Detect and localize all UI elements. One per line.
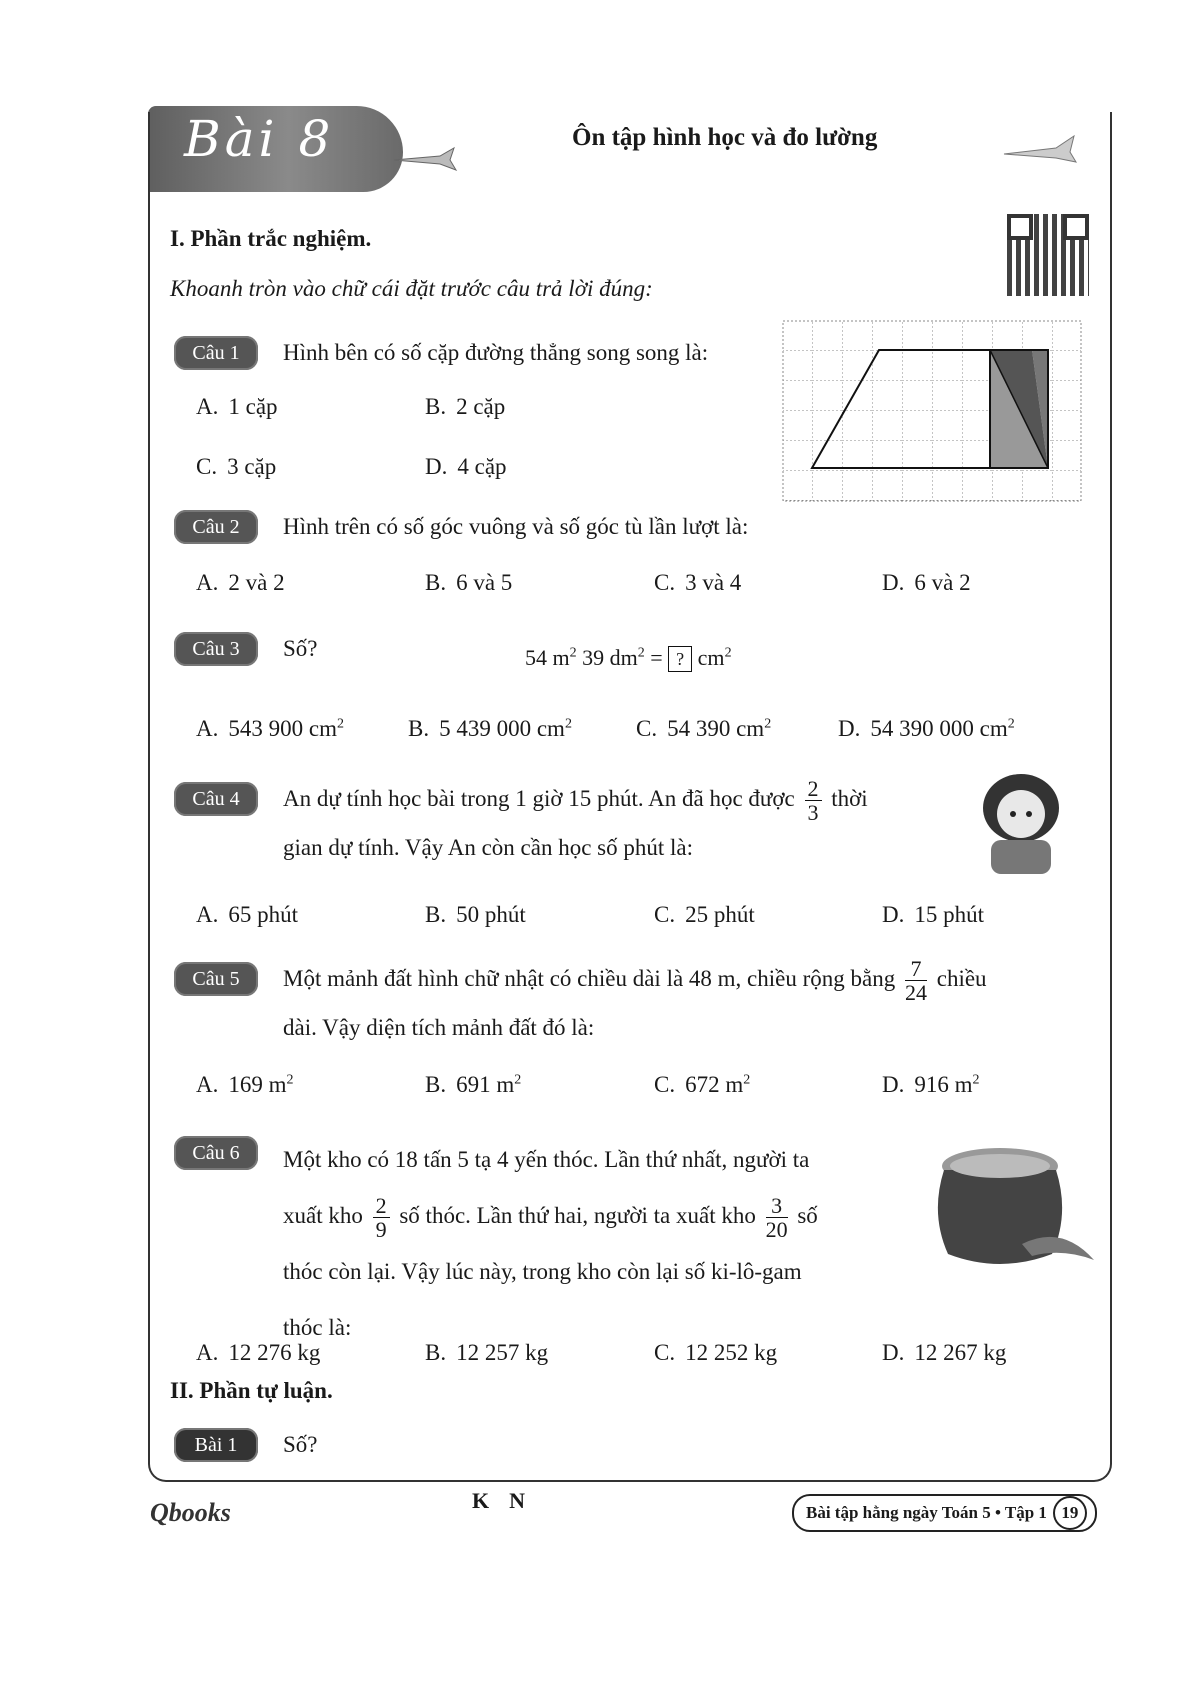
section1-heading: I. Phần trắc nghiệm.: [170, 226, 372, 251]
option-c[interactable]: C. 54 390 $cm^2$: [636, 716, 772, 741]
text-part: Một mảnh đất hình chữ nhật có chiều dài là 48 m, chiều rộng bằng: [283, 966, 896, 991]
qr-code-icon: [1007, 214, 1089, 296]
question-tag: Câu 4: [174, 782, 258, 816]
option-value: 4 cặp: [457, 454, 507, 479]
text-part: gian dự tính. Vậy An còn cần học số phút là:: [283, 835, 694, 861]
option-b[interactable]: [425, 902, 526, 928]
option-c[interactable]: C. 672 $m^2$: [654, 1072, 751, 1097]
option-value: 3 cặp: [227, 454, 277, 479]
instruction: Khoanh tròn vào chữ cái đặt trước câu trả lời đúng:: [170, 276, 653, 301]
option-letter: C.: [654, 570, 676, 595]
option-value: 6 và 2: [914, 570, 971, 595]
option-letter: B.: [408, 716, 430, 741]
option-letter: C.: [654, 902, 676, 927]
option-letter: B.: [425, 1072, 447, 1097]
fraction-denominator: 9: [375, 1217, 387, 1243]
question-tag: Câu 2: [174, 510, 258, 544]
option-value: 543 900 cm: [228, 716, 337, 741]
question-text: Số?: [283, 636, 318, 661]
fraction-denominator: 24: [904, 980, 927, 1006]
option-b[interactable]: [425, 1340, 548, 1366]
option-value: 12 276 kg: [228, 1340, 321, 1365]
fraction-numerator: 2: [805, 777, 822, 801]
option-a[interactable]: [196, 1340, 320, 1366]
option-c[interactable]: [196, 454, 276, 480]
page-number: 19: [1053, 1496, 1087, 1530]
option-a[interactable]: [196, 394, 278, 420]
option-c[interactable]: [654, 902, 755, 928]
text-part: số: [797, 1203, 818, 1228]
question-text: Hình trên có số góc vuông và số góc tù lần lượt là:: [283, 514, 749, 539]
option-d[interactable]: [882, 570, 971, 596]
option-value: 2 và 2: [228, 570, 285, 595]
option-value: 691 m: [456, 1072, 515, 1097]
option-letter: B.: [425, 1340, 447, 1365]
equation: 54 $m^2$ 39 $dm^2$ = ? $cm^2$: [525, 645, 732, 670]
option-d[interactable]: [882, 902, 984, 928]
option-letter: A.: [196, 1340, 219, 1365]
fraction: [766, 1194, 788, 1241]
rice-sack-illustration: [922, 1144, 1096, 1274]
question-text: Hình bên có số cặp đường thẳng song song là:: [283, 340, 709, 365]
option-d[interactable]: [425, 454, 507, 480]
option-a[interactable]: [196, 902, 298, 928]
option-value: 12 252 kg: [685, 1340, 778, 1365]
option-a[interactable]: A. 169 $m^2$: [196, 1072, 294, 1097]
question-text: [283, 775, 868, 872]
fraction: [373, 1194, 390, 1241]
option-a[interactable]: A. 543 900 $cm^2$: [196, 716, 344, 741]
option-b[interactable]: [425, 394, 505, 420]
text-part: chiều: [936, 966, 987, 991]
exercise-text: Số?: [283, 1432, 318, 1457]
option-letter: D.: [882, 1072, 905, 1097]
option-letter: D.: [882, 1340, 905, 1365]
question-tag: Câu 3: [174, 632, 258, 666]
lesson-label: Bài 8: [184, 110, 335, 168]
option-b[interactable]: B. 691 $m^2$: [425, 1072, 522, 1097]
fraction-numerator: 7: [905, 957, 927, 981]
option-value: 672 m: [685, 1072, 744, 1097]
option-letter: D.: [882, 902, 905, 927]
option-value: 50 phút: [456, 902, 526, 927]
equation-right: cm: [697, 645, 725, 670]
option-value: 6 và 5: [456, 570, 513, 595]
option-value: 5 439 000 cm: [439, 716, 565, 741]
girl-illustration: [966, 770, 1076, 880]
option-value: 1 cặp: [228, 394, 278, 419]
lesson-title: Ôn tập hình học và đo lường: [572, 124, 878, 151]
option-letter: C.: [654, 1072, 676, 1097]
option-d[interactable]: D. 54 390 000 $cm^2$: [838, 716, 1015, 741]
option-d[interactable]: [882, 1340, 1006, 1366]
exercise-tag: Bài 1: [174, 1428, 258, 1462]
option-value: 2 cặp: [456, 394, 506, 419]
option-letter: A.: [196, 716, 219, 741]
option-letter: D.: [425, 454, 448, 479]
question-tag: Câu 1: [174, 336, 258, 370]
text-part: thóc là:: [283, 1315, 352, 1340]
answer-box[interactable]: ?: [668, 646, 692, 672]
section2-heading: II. Phần tự luận.: [170, 1378, 333, 1403]
fraction-denominator: 20: [765, 1217, 788, 1243]
option-value: 12 257 kg: [456, 1340, 549, 1365]
fraction-denominator: 3: [807, 800, 819, 826]
option-letter: D.: [838, 716, 861, 741]
option-letter: B.: [425, 394, 447, 419]
fraction-numerator: 2: [373, 1194, 390, 1218]
book-label: [792, 1494, 1097, 1532]
option-letter: A.: [196, 570, 219, 595]
option-value: 65 phút: [228, 902, 299, 927]
option-a[interactable]: [196, 570, 285, 596]
option-value: 169 m: [228, 1072, 287, 1097]
book-title: Bài tập hằng ngày Toán 5 • Tập 1: [806, 1503, 1047, 1522]
option-b[interactable]: [425, 570, 512, 596]
text-part: An dự tính học bài trong 1 giờ 15 phút. An đã học được: [283, 786, 795, 811]
text-part: dài. Vậy diện tích mảnh đất đó là:: [283, 1015, 595, 1041]
option-value: 25 phút: [685, 902, 755, 927]
option-value: 54 390 000 cm: [870, 716, 1008, 741]
fraction: [905, 957, 927, 1004]
option-b[interactable]: B. 5 439 000 $cm^2$: [408, 716, 572, 741]
option-value: 12 267 kg: [914, 1340, 1007, 1365]
option-value: 916 m: [914, 1072, 973, 1097]
option-letter: C.: [654, 1340, 676, 1365]
option-letter: C.: [636, 716, 658, 741]
option-letter: A.: [196, 394, 219, 419]
option-c[interactable]: [654, 1340, 777, 1366]
text-part: số thóc. Lần thứ hai, người ta xuất kho: [399, 1203, 756, 1228]
equation-mid: 39 dm: [582, 645, 638, 670]
option-c[interactable]: [654, 570, 741, 596]
option-letter: B.: [425, 570, 447, 595]
text-part: thóc còn lại. Vậy lúc này, trong kho còn lại số ki-lô-gam: [283, 1259, 802, 1284]
grid-figure: [782, 320, 1082, 502]
question-tag: Câu 6: [174, 1136, 258, 1170]
question-text: [283, 955, 987, 1052]
option-value: 3 và 4: [685, 570, 742, 595]
option-letter: C.: [196, 454, 218, 479]
publisher-logo: Qbooks: [150, 1498, 231, 1527]
option-letter: D.: [882, 570, 905, 595]
option-d[interactable]: D. 916 $m^2$: [882, 1072, 980, 1097]
equation-left: 54 m: [525, 645, 570, 670]
option-letter: A.: [196, 902, 219, 927]
fraction-numerator: 3: [766, 1194, 788, 1218]
option-letter: A.: [196, 1072, 219, 1097]
option-value: 15 phút: [914, 902, 985, 927]
text-part: xuất kho: [283, 1203, 363, 1228]
option-value: 54 390 cm: [667, 716, 765, 741]
text-part: thời: [831, 786, 868, 811]
question-text: [283, 1132, 818, 1356]
option-letter: B.: [425, 902, 447, 927]
kn-logo: KN: [472, 1488, 545, 1513]
fraction: [805, 777, 822, 824]
text-part: Một kho có 18 tấn 5 tạ 4 yến thóc. Lần thứ nhất, người ta: [283, 1147, 810, 1172]
question-tag: Câu 5: [174, 962, 258, 996]
